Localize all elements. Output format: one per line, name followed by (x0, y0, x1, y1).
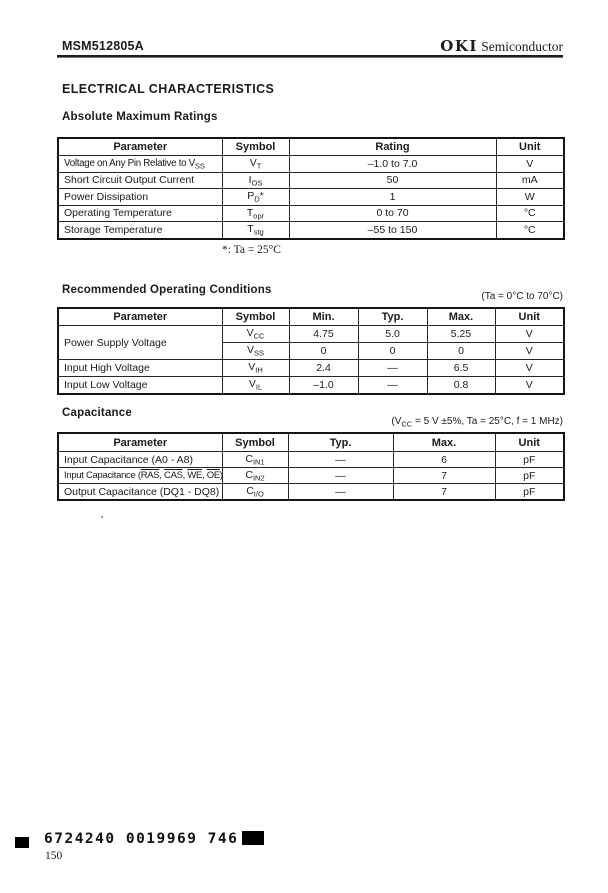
rec-op-title: Recommended Operating Conditions (62, 284, 272, 296)
parameter-cell: Voltage on Any Pin Relative to $V_{SS}$ (58, 156, 222, 173)
rec-op-table (57, 307, 565, 395)
registration-mark-left (15, 837, 29, 848)
max-cell: 0.8 (427, 377, 495, 395)
unit-cell: V (495, 360, 564, 377)
table-row (58, 360, 564, 377)
unit-cell: mA (496, 172, 564, 189)
abs-max-table (57, 137, 565, 240)
table-row (58, 222, 564, 239)
min-cell: 0 (289, 343, 358, 360)
col-header-unit: Unit (496, 138, 564, 156)
unit-cell: °C (496, 222, 564, 239)
capacitance-title: Capacitance (62, 407, 132, 419)
symbol-cell: $T_{opr}$ (222, 205, 289, 222)
table-row (58, 172, 564, 189)
max-cell: 6 (393, 452, 495, 468)
brand-suffix: Semiconductor (477, 39, 563, 54)
table-row (58, 189, 564, 206)
unit-cell: pF (495, 468, 564, 484)
parameter-cell: Storage Temperature (58, 222, 222, 239)
rating-cell: 50 (289, 172, 496, 189)
capacitance-condition: ($V_{CC} = 5$ V ±5%, Ta = 25°C, f = 1 MHz) (391, 416, 563, 429)
col-header-typ: Typ. (288, 433, 393, 452)
typ-cell: — (288, 468, 393, 484)
col-header-typ: Typ. (358, 308, 427, 326)
typ-cell: — (358, 360, 427, 377)
col-header-max: Max. (427, 308, 495, 326)
rating-cell: 0 to 70 (289, 205, 496, 222)
unit-cell: pF (495, 452, 564, 468)
page-number: 150 (45, 850, 63, 862)
parameter-cell: Power Dissipation (58, 189, 222, 206)
brand-line (440, 37, 563, 55)
col-header-max: Max. (393, 433, 495, 452)
symbol-cell: $C_{IN2}$ (222, 468, 288, 484)
col-header-symbol: Symbol (222, 138, 289, 156)
max-cell: 7 (393, 468, 495, 484)
scan-speck (101, 516, 103, 518)
doc-code: MSM512805A (62, 39, 144, 53)
symbol-cell: $C_{I/O}$ (222, 484, 288, 501)
col-header-min: Min. (289, 308, 358, 326)
rec-op-condition: (Ta = 0°C to 70°C) (481, 291, 563, 302)
unit-cell: °C (496, 205, 564, 222)
symbol-cell: $V_T$ (222, 156, 289, 173)
parameter-cell: Input Capacitance ($\overline{RAS}$, $\overline{CAS}$, $\overline{WE}$, $\overline{OE}$) (58, 468, 222, 484)
abs-max-footnote: *: Ta = 25°C (222, 244, 281, 256)
table-row (58, 484, 564, 501)
registration-mark-right (242, 831, 264, 845)
parameter-cell: Output Capacitance (DQ1 - DQ8) (58, 484, 222, 501)
typ-cell: 5.0 (358, 326, 427, 343)
typ-cell: — (288, 484, 393, 501)
symbol-cell: $V_{IH}$ (222, 360, 289, 377)
symbol-cell: $P_D*$ (222, 189, 289, 206)
symbol-cell: $T_{stg}$ (222, 222, 289, 239)
parameter-cell: Input Capacitance (A0 - A8) (58, 452, 222, 468)
table-row (58, 377, 564, 395)
max-cell: 7 (393, 484, 495, 501)
header-rule (57, 55, 563, 58)
max-cell: 6.5 (427, 360, 495, 377)
symbol-cell: $V_{SS}$ (222, 343, 289, 360)
col-header-symbol: Symbol (222, 433, 288, 452)
capacitance-header-row (58, 433, 564, 452)
table-row (58, 326, 564, 343)
min-cell: –1.0 (289, 377, 358, 395)
max-cell: 0 (427, 343, 495, 360)
symbol-cell: $I_{OS}$ (222, 172, 289, 189)
symbol-cell: $V_{IL}$ (222, 377, 289, 395)
symbol-cell: $V_{CC}$ (222, 326, 289, 343)
abs-max-header-row (58, 138, 564, 156)
unit-cell: V (495, 377, 564, 395)
typ-cell: 0 (358, 343, 427, 360)
parameter-cell: Input High Voltage (58, 360, 222, 377)
max-cell: 5.25 (427, 326, 495, 343)
parameter-cell: Input Low Voltage (58, 377, 222, 395)
typ-cell: — (358, 377, 427, 395)
unit-cell: V (496, 156, 564, 173)
rating-cell: –1.0 to 7.0 (289, 156, 496, 173)
parameter-cell: Power Supply Voltage (58, 326, 222, 360)
unit-cell: W (496, 189, 564, 206)
col-header-parameter: Parameter (58, 138, 222, 156)
symbol-cell: $C_{IN1}$ (222, 452, 288, 468)
abs-max-title: Absolute Maximum Ratings (62, 111, 218, 123)
section-title: ELECTRICAL CHARACTERISTICS (62, 82, 275, 96)
min-cell: 4.75 (289, 326, 358, 343)
table-row (58, 156, 564, 173)
table-row (58, 205, 564, 222)
unit-cell: V (495, 326, 564, 343)
col-header-unit: Unit (495, 308, 564, 326)
col-header-parameter: Parameter (58, 308, 222, 326)
min-cell: 2.4 (289, 360, 358, 377)
rec-op-header-row (58, 308, 564, 326)
parameter-cell: Short Circuit Output Current (58, 172, 222, 189)
barcode-text: 6724240 0019969 746 (44, 831, 239, 847)
table-row (58, 452, 564, 468)
col-header-unit: Unit (495, 433, 564, 452)
col-header-parameter: Parameter (58, 433, 222, 452)
capacitance-table (57, 432, 565, 501)
col-header-rating: Rating (289, 138, 496, 156)
unit-cell: pF (495, 484, 564, 501)
oki-logo: OKI (440, 37, 478, 55)
rating-cell: 1 (289, 189, 496, 206)
parameter-cell: Operating Temperature (58, 205, 222, 222)
table-row (58, 468, 564, 484)
typ-cell: — (288, 452, 393, 468)
col-header-symbol: Symbol (222, 308, 289, 326)
unit-cell: V (495, 343, 564, 360)
rating-cell: –55 to 150 (289, 222, 496, 239)
